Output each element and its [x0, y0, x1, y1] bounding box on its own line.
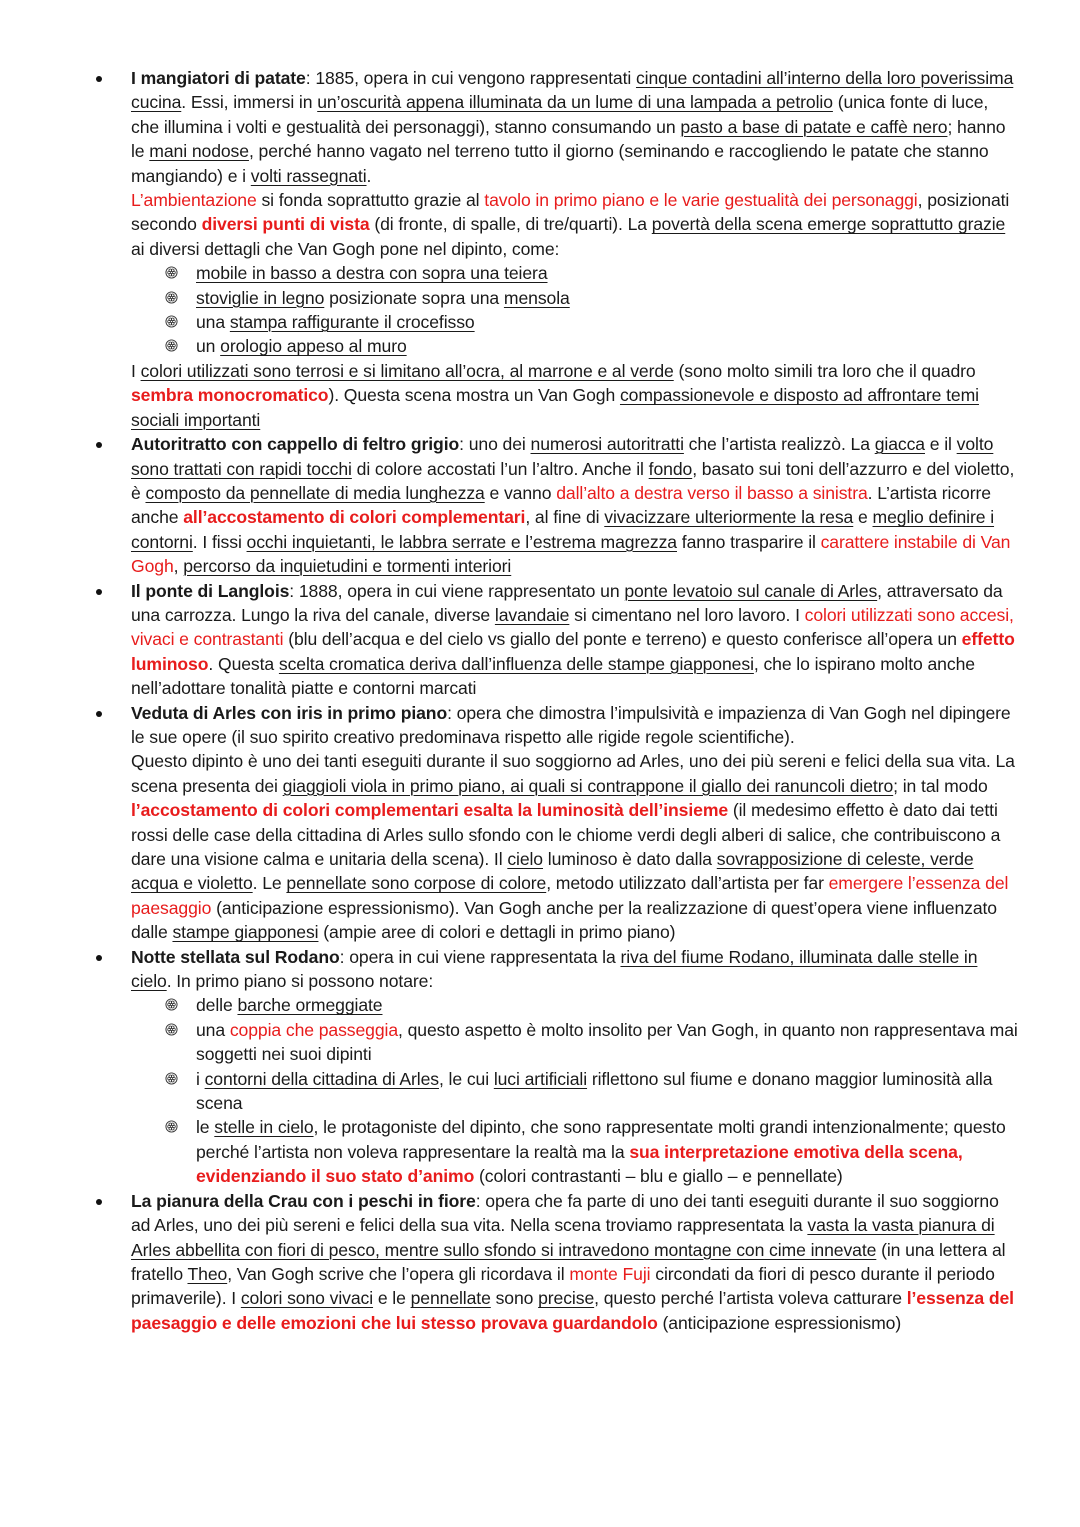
text-run: . In primo piano si possono notare: [166, 971, 434, 992]
sub-list-item [196, 261, 1021, 285]
text-run: (colori contrastanti – blu e giallo – e pennellate) [474, 1166, 843, 1187]
underlined-text: barche ormeggiate [237, 995, 383, 1016]
highlighted-text: dall’alto a destra verso il basso a sinistra [556, 482, 868, 503]
text-run: (blu dell’acqua e del cielo vs giallo del ponte e terreno) e questo conferisce all’opera un [283, 629, 962, 650]
underlined-text: stelle in cielo [214, 1117, 314, 1138]
text-run: . L’artista ricorre anche [131, 482, 991, 528]
text-run: . Le [252, 873, 287, 894]
text-run: (unica fonte di luce, che illumina i volti e gestualità dei personaggi), stanno consumando un [131, 92, 989, 137]
bullet-icon [96, 589, 102, 595]
text-run: : 1888, opera in cui viene rappresentato un [289, 580, 625, 601]
highlighted-text: colori utilizzati sono accesi, vivaci e contrastanti [131, 604, 1014, 650]
flower-bullet-icon [165, 339, 178, 352]
underlined-text: composto da pennellate di media lunghezza [145, 482, 485, 503]
text-run: ; hanno le [131, 116, 1006, 162]
text-run: delle [196, 995, 238, 1016]
artwork-title: Il ponte di Langlois [131, 580, 290, 601]
bullet-icon [96, 1199, 102, 1205]
text-run: le [196, 1117, 215, 1138]
text-run: , questo perché l’artista voleva catturare [594, 1288, 907, 1309]
sub-list-item [196, 1018, 1021, 1067]
flower-bullet-icon [165, 266, 178, 279]
sub-list-item [196, 1115, 1021, 1188]
highlighted-text: L’ambientazione [131, 190, 257, 211]
flower-bullet-icon [165, 1072, 178, 1085]
underlined-text: vivacizzare ulteriormente la resa [604, 507, 854, 528]
text-run: fanno trasparire il [677, 531, 821, 552]
text-run: , questo aspetto è molto insolito per Van Gogh, in quanto non rappresentava mai soggetti nei suoi dipinti [196, 1019, 1018, 1065]
text-run: , attraversato da una carrozza. Lungo la riva del canale, diverse [131, 580, 1003, 625]
underlined-text: Theo [187, 1263, 228, 1284]
highlighted-bold-text: sua interpretazione emotiva della scena, evidenziando il suo stato d’animo [196, 1141, 963, 1187]
text-run: ). Questa scena mostra un Van Gogh [328, 385, 620, 406]
text-run: . [366, 165, 372, 186]
paragraph [131, 749, 1021, 944]
underlined-text: colori sono vivaci [240, 1288, 374, 1309]
underlined-text: riva del fiume Rodano, illuminata dalle stelle in cielo [131, 946, 978, 992]
underlined-text: stampe giapponesi [172, 922, 319, 943]
text-run: posizionate sopra una [324, 287, 504, 308]
text-run: . I fissi [192, 531, 247, 552]
artwork-title: Veduta di Arles con iris in primo piano [131, 702, 448, 723]
artwork-title: Notte stellata sul Rodano [131, 946, 340, 967]
underlined-text: cielo [507, 849, 543, 869]
artwork-list [0, 66, 1021, 1335]
artwork-item [131, 945, 1021, 1189]
text-run: una [196, 312, 230, 333]
text-run: sono [490, 1288, 539, 1309]
text-run: (ampie aree di colori e dettagli in primo piano) [318, 922, 676, 943]
underlined-text: precise [538, 1288, 595, 1309]
sub-list-item [196, 310, 1021, 334]
text-run: I [131, 360, 141, 381]
paragraph [131, 701, 1021, 750]
paragraph [131, 188, 1021, 261]
underlined-text: povertà della scena emerge soprattutto grazie [651, 214, 1006, 235]
underlined-text: contorni della cittadina di Arles [204, 1068, 439, 1089]
text-run: : opera che fa parte di uno dei tanti eseguiti durante il suo soggiorno ad Arles, uno dei più sereni e felici della sua vita. Nella scena troviamo rappresentata la [131, 1190, 999, 1236]
text-run: . Essi, immersi in [181, 92, 318, 113]
underlined-text: luci artificiali [493, 1068, 588, 1089]
paragraph [131, 579, 1021, 701]
sub-list-item [196, 334, 1021, 358]
document-page [0, 66, 1080, 1335]
underlined-text: lavandaie [494, 604, 570, 625]
paragraph [131, 359, 1021, 432]
underlined-text: giaggioli viola in primo piano, ai quali si contrappone il giallo dei ranuncoli dietro [282, 775, 894, 796]
text-run: luminoso è dato dalla [543, 849, 717, 869]
text-run: che l’artista realizzò. La [683, 434, 875, 455]
text-run: , le cui [438, 1068, 494, 1089]
text-run: , Van Gogh scrive che l’opera gli ricordava il [227, 1263, 570, 1284]
text-run: circondati da fiori di pesco durante il periodo primaverile). I [131, 1263, 995, 1309]
text-run: : opera in cui viene rappresentata la [339, 946, 621, 967]
underlined-text: vasta la vasta pianura di Arles abbellita con fiori di pesco, mentre sullo sfondo si intravedono montagne con cime innevate [131, 1215, 995, 1260]
highlighted-bold-text: l’accostamento di colori complementari esalta la luminosità dell’insieme [131, 800, 729, 821]
text-run: ; in tal modo [893, 775, 988, 796]
text-run: , basato sui toni dell’azzurro e del violetto, è [131, 458, 1015, 503]
underlined-text: giacca [874, 434, 925, 455]
artwork-item [131, 432, 1021, 578]
highlighted-text: carattere instabile di Van Gogh [131, 531, 1011, 577]
text-run: , al fine di [525, 507, 605, 528]
paragraph [131, 945, 1021, 994]
text-run: , posizionati secondo [131, 190, 1010, 235]
highlighted-text: tavolo in primo piano e le varie gestualità dei personaggi [484, 190, 918, 211]
artwork-item [131, 701, 1021, 945]
flower-bullet-icon [165, 315, 178, 328]
underlined-text: mani nodose [149, 141, 249, 162]
paragraph [131, 432, 1021, 578]
sub-list-item [196, 1067, 1021, 1116]
underlined-text: un’oscurità appena illuminata da un lume di una lampada a petrolio [317, 92, 833, 113]
underlined-text: volti rassegnati [250, 165, 367, 186]
text-run: : uno dei [459, 434, 531, 455]
artwork-title: Autoritratto con cappello di feltro grigio [131, 434, 460, 455]
underlined-text: stampa raffigurante il crocefisso [229, 312, 475, 333]
text-run: : 1885, opera in cui vengono rappresentati [305, 68, 636, 88]
underlined-text: mobile in basso a destra con sopra una teiera [196, 263, 548, 284]
artwork-item [131, 579, 1021, 701]
bullet-icon [96, 711, 102, 717]
text-run: (in una lettera al fratello [131, 1239, 1006, 1284]
highlighted-text: monte Fuji [569, 1263, 651, 1284]
highlighted-bold-text: diversi punti di vista [201, 214, 370, 235]
sub-list-item [196, 993, 1021, 1017]
text-run: , le protagoniste del dipinto, che sono rappresentate molti grandi intenzionalmente; questo perché l’artista non voleva rappresentare la realtà ma la [196, 1117, 1006, 1162]
text-run: (il medesimo effetto è dato dai tetti rossi delle case della cittadina di Arles sullo sfondo con le chiome verdi degli alberi di salice, che contribuiscono a dare una visione calma e unitaria della scena). Il [131, 800, 1001, 869]
highlighted-bold-text: sembra monocromatico [131, 385, 329, 406]
sub-list [131, 261, 1021, 359]
underlined-text: scelta cromatica deriva dall’influenza delle stampe giapponesi [278, 653, 754, 674]
text-run: (anticipazione espressionismo) [657, 1312, 902, 1333]
highlighted-bold-text: effetto luminoso [131, 629, 1015, 674]
sub-list [131, 993, 1021, 1188]
underlined-text: numerosi autoritratti [530, 434, 684, 455]
underlined-text: orologio appeso al muro [220, 336, 407, 357]
text-run: e [853, 507, 873, 528]
bullet-icon [96, 955, 102, 961]
underlined-text: pennellate sono corpose di colore [286, 873, 547, 894]
text-run: (anticipazione espressionismo). Van Gogh anche per la realizzazione di quest’opera viene influenzato dalle [131, 897, 997, 943]
flower-bullet-icon [165, 291, 178, 304]
text-run: i [196, 1068, 205, 1089]
artwork-item [131, 66, 1021, 432]
underlined-text: pennellate [410, 1288, 491, 1309]
text-run: di colore accostati l’un l’altro. Anche il [351, 458, 649, 479]
text-run: una [196, 1019, 230, 1040]
underlined-text: volto sono trattati con rapidi tocchi [131, 434, 994, 479]
text-run: , metodo utilizzato dall’artista per far [546, 873, 829, 894]
highlighted-text: coppia che passeggia [229, 1019, 399, 1040]
paragraph [131, 1189, 1021, 1335]
text-run: , [173, 556, 184, 577]
underlined-text: mensola [503, 287, 570, 308]
highlighted-text: emergere l’essenza del paesaggio [131, 873, 1009, 918]
underlined-text: fondo [648, 458, 693, 479]
text-run: . Questa [208, 653, 279, 674]
paragraph [131, 66, 1021, 188]
highlighted-bold-text: all’accostamento di colori complementari [183, 507, 526, 528]
text-run: e le [373, 1288, 411, 1309]
text-run: ai diversi dettagli che Van Gogh pone nel dipinto, come: [131, 238, 560, 259]
text-run: riflettono sul fiume e donano maggior luminosità alla scena [196, 1068, 993, 1114]
text-run: si fonda soprattutto grazie al [256, 190, 485, 211]
text-run: , perché hanno vagato nel terreno tutto il giorno (seminando e raccogliendo le patate che stanno mangiando) e i [131, 141, 989, 186]
flower-bullet-icon [165, 1120, 178, 1133]
highlighted-bold-text: l’essenza del paesaggio e delle emozioni che lui stesso provava guardandolo [131, 1288, 1014, 1333]
artwork-title: La pianura della Crau con i peschi in fiore [131, 1190, 476, 1211]
artwork-title: I mangiatori di patate [131, 68, 306, 88]
underlined-text: ponte levatoio sul canale di Arles [624, 580, 878, 601]
underlined-text: occhi inquietanti, le labbra serrate e l’estrema magrezza [246, 531, 677, 552]
underlined-text: percorso da inquietudini e tormenti interiori [183, 556, 512, 577]
underlined-text: colori utilizzati sono terrosi e si limitano all’ocra, al marrone e al verde [140, 360, 674, 381]
underlined-text: cinque contadini all’interno della loro poverissima cucina [131, 68, 1014, 113]
flower-bullet-icon [165, 1023, 178, 1036]
bullet-icon [96, 76, 102, 82]
text-run: si cimentano nel loro lavoro. I [569, 604, 805, 625]
underlined-text: pasto a base di patate e caffè nero [680, 116, 948, 137]
sub-list-item [196, 286, 1021, 310]
artwork-item [131, 1189, 1021, 1335]
underlined-text: stoviglie in legno [196, 287, 325, 308]
text-run: (sono molto simili tra loro che il quadro [673, 360, 976, 381]
text-run: : opera che dimostra l’impulsività e impazienza di Van Gogh nel dipingere le sue opere (il suo spirito creativo predominava rispetto alle rigide regole scientifiche). [131, 702, 1011, 747]
flower-bullet-icon [165, 998, 178, 1011]
text-run: un [196, 336, 221, 357]
text-run: , che lo ispirano molto anche nell’adottare tonalità piatte e contorni marcati [131, 653, 975, 699]
underlined-text: meglio definire i contorni [131, 507, 995, 552]
text-run: (di fronte, di spalle, di tre/quarti). La [369, 214, 652, 235]
underlined-text: sovrapposizione di celeste, verde acqua e violetto [131, 849, 974, 894]
text-run: e vanno [484, 482, 557, 503]
text-run: Questo dipinto è uno dei tanti eseguiti durante il suo soggiorno ad Arles, uno dei più sereni e felici della sua vita. La scena presenta dei [131, 751, 1015, 796]
bullet-icon [96, 442, 102, 448]
underlined-text: compassionevole e disposto ad affrontare temi sociali importanti [131, 385, 979, 430]
text-run: e il [924, 434, 957, 455]
